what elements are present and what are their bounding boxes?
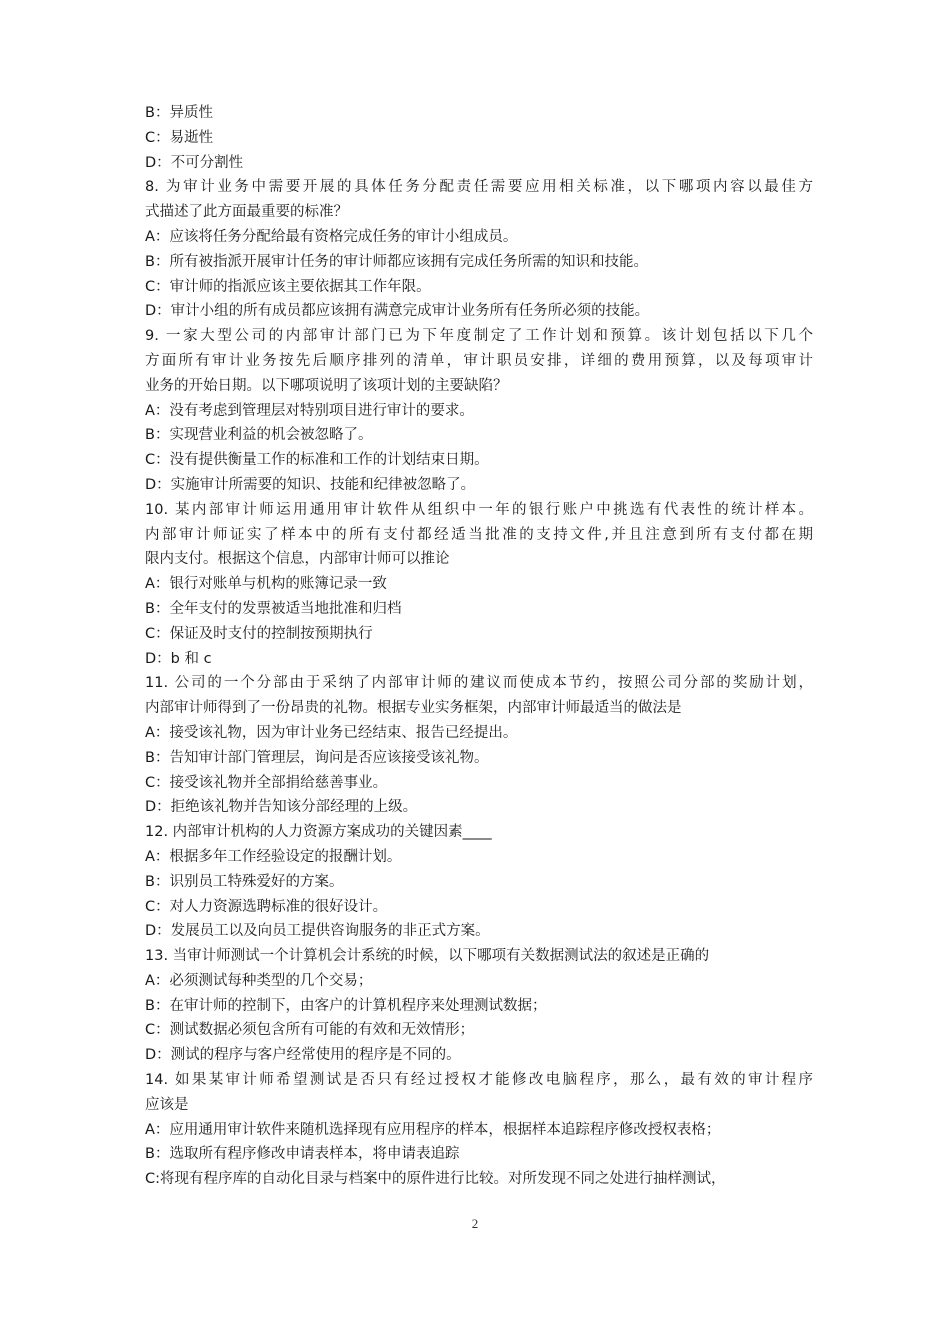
- question-8-option-d: D：审计小组的所有成员都应该拥有满意完成审计业务所有任务所必须的技能。: [145, 303, 650, 320]
- question-8-text: 式描述了此方面最重要的标准？: [145, 204, 348, 221]
- option-line: D：不可分割性: [145, 154, 244, 171]
- question-12-text: 12. 内部审计机构的人力资源方案成功的关键因素____: [145, 824, 492, 841]
- question-11-option-c: C：接受该礼物并全部捐给慈善事业。: [145, 774, 388, 791]
- question-8-option-a: A：应该将任务分配给最有资格完成任务的审计小组成员。: [145, 228, 518, 245]
- question-9-option-a: A：没有考虑到管理层对特别项目进行审计的要求。: [145, 402, 474, 419]
- question-14-text: 应该是: [145, 1096, 189, 1113]
- question-12-option-a: A：根据多年工作经验设定的报酬计划。: [145, 848, 402, 865]
- question-9-text: 9. 一家大型公司的内部审计部门已为下年度制定了工作计划和预算。该计划包括以下几个: [145, 328, 813, 345]
- question-13-option-d: D：测试的程序与客户经常使用的程序是不同的。: [145, 1047, 461, 1064]
- question-12-option-d: D：发展员工以及向员工提供咨询服务的非正式方案。: [145, 923, 490, 940]
- question-9-option-c: C：没有提供衡量工作的标准和工作的计划结束日期。: [145, 452, 489, 469]
- question-14-option-c: C:将现有程序库的自动化目录与档案中的原件进行比较。对所发现不同之处进行抽样测试，: [145, 1171, 726, 1188]
- question-14-text: 14. 如果某审计师希望测试是否只有经过授权才能修改电脑程序，那么，最有效的审计程序: [145, 1072, 813, 1089]
- question-14-option-b: B：选取所有程序修改申请表样本，将申请表追踪: [145, 1146, 460, 1163]
- question-12-option-c: C：对人力资源选聘标准的很好设计。: [145, 898, 388, 915]
- question-9-text: 方面所有审计业务按先后顺序排列的清单，审计职员安排，详细的费用预算，以及每项审计: [145, 352, 813, 369]
- question-10-option-a: A：银行对账单与机构的账簿记录一致: [145, 576, 387, 593]
- question-12-option-b: B：识别员工特殊爱好的方案。: [145, 873, 344, 890]
- question-13-option-a: A：必须测试每种类型的几个交易；: [145, 972, 373, 989]
- question-13-option-b: B：在审计师的控制下，由客户的计算机程序来处理测试数据；: [145, 997, 547, 1014]
- question-10-option-c: C：保证及时支付的控制按预期执行: [145, 625, 373, 642]
- question-11-option-d: D：拒绝该礼物并告知该分部经理的上级。: [145, 799, 418, 816]
- question-10-text: 10. 某内部审计师运用通用审计软件从组织中一年的银行账户中挑选有代表性的统计样本。: [145, 501, 813, 518]
- question-11-option-b: B：告知审计部门管理层，询问是否应该接受该礼物。: [145, 749, 489, 766]
- question-13-option-c: C：测试数据必须包含所有可能的有效和无效情形；: [145, 1022, 475, 1039]
- option-line: B：异质性: [145, 105, 213, 121]
- question-10-text: 限内支付。根据这个信息，内部审计师可以推论: [145, 551, 450, 568]
- question-9-option-d: D：实施审计所需要的知识、技能和纪律被忽略了。: [145, 476, 476, 493]
- question-9-option-b: B：实现营业利益的机会被忽略了。: [145, 427, 373, 444]
- question-8-option-b: B：所有被指派开展审计任务的审计师都应该拥有完成任务所需的知识和技能。: [145, 253, 648, 270]
- question-13-text: 13. 当审计师测试一个计算机会计系统的时候，以下哪项有关数据测试法的叙述是正确的: [145, 948, 710, 965]
- question-10-option-d: D：b 和 c: [145, 650, 212, 667]
- question-11-text: 11. 公司的一个分部由于采纳了内部审计师的建议而使成本节约，按照公司分部的奖励计划，: [145, 675, 813, 692]
- question-14-option-a: A：应用通用审计软件来随机选择现有应用程序的样本，根据样本追踪程序修改授权表格；: [145, 1121, 721, 1138]
- question-9-text: 业务的开始日期。以下哪项说明了该项计划的主要缺陷？: [145, 377, 508, 394]
- page-number: 2: [471, 1216, 479, 1231]
- question-10-option-b: B：全年支付的发票被适当地批准和归档: [145, 600, 402, 617]
- question-8-text: 8. 为审计业务中需要开展的具体任务分配责任需要应用相关标准，以下哪项内容以最佳方: [145, 179, 813, 196]
- question-8-option-c: C：审计师的指派应该主要依据其工作年限。: [145, 278, 431, 295]
- question-10-text: 内部审计师证实了样本中的所有支付都经适当批准的支持文件,并且注意到所有支付都在期: [145, 526, 813, 543]
- option-line: C：易逝性: [145, 129, 214, 146]
- question-11-option-a: A：接受该礼物，因为审计业务已经结束、报告已经提出。: [145, 724, 518, 741]
- question-11-text: 内部审计师得到了一份昂贵的礼物。根据专业实务框架，内部审计师最适当的做法是: [145, 700, 682, 717]
- document-body: [145, 101, 813, 1192]
